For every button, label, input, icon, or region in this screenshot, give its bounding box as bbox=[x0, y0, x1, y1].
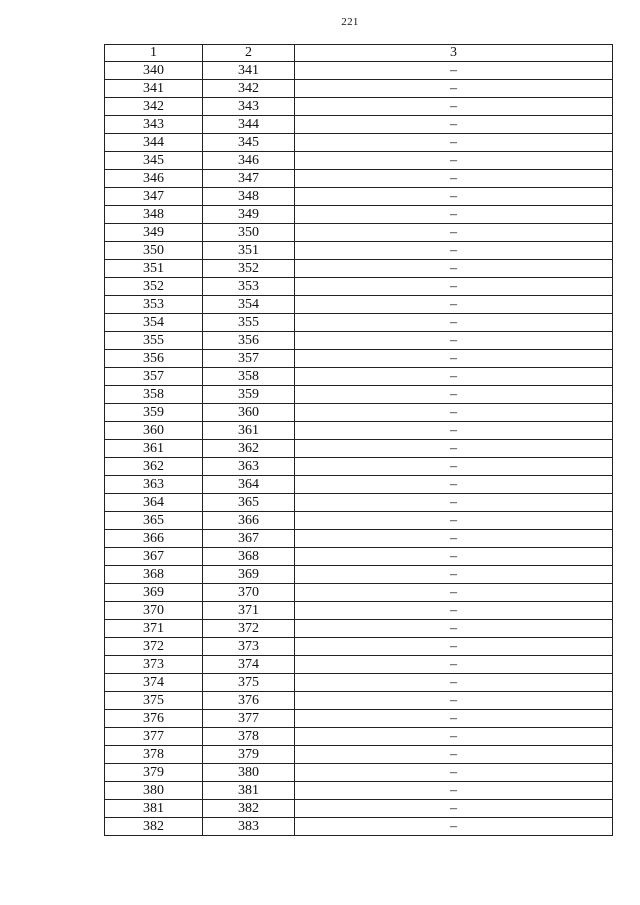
cell-col-3: – bbox=[295, 278, 613, 296]
cell-col-3: – bbox=[295, 746, 613, 764]
table-row bbox=[105, 746, 613, 764]
cell-col-1: 376 bbox=[105, 710, 203, 728]
column-header-1: 1 bbox=[105, 45, 203, 62]
cell-col-1: 361 bbox=[105, 440, 203, 458]
table-row bbox=[105, 638, 613, 656]
table-row bbox=[105, 620, 613, 638]
cell-col-3: – bbox=[295, 368, 613, 386]
table-row bbox=[105, 764, 613, 782]
cell-col-1: 353 bbox=[105, 296, 203, 314]
cell-col-2: 342 bbox=[203, 80, 295, 98]
cell-col-1: 349 bbox=[105, 224, 203, 242]
cell-col-1: 340 bbox=[105, 62, 203, 80]
cell-col-2: 368 bbox=[203, 548, 295, 566]
cell-col-1: 344 bbox=[105, 134, 203, 152]
cell-col-2: 375 bbox=[203, 674, 295, 692]
cell-col-1: 347 bbox=[105, 188, 203, 206]
cell-col-3: – bbox=[295, 242, 613, 260]
cell-col-2: 365 bbox=[203, 494, 295, 512]
table-header bbox=[105, 45, 613, 62]
cell-col-1: 379 bbox=[105, 764, 203, 782]
cell-col-1: 354 bbox=[105, 314, 203, 332]
cell-col-2: 344 bbox=[203, 116, 295, 134]
cell-col-3: – bbox=[295, 314, 613, 332]
cell-col-2: 355 bbox=[203, 314, 295, 332]
cell-col-1: 360 bbox=[105, 422, 203, 440]
cell-col-1: 345 bbox=[105, 152, 203, 170]
cell-col-2: 350 bbox=[203, 224, 295, 242]
cell-col-3: – bbox=[295, 152, 613, 170]
cell-col-3: – bbox=[295, 602, 613, 620]
table-row bbox=[105, 332, 613, 350]
table-row bbox=[105, 98, 613, 116]
cell-col-3: – bbox=[295, 638, 613, 656]
cell-col-1: 356 bbox=[105, 350, 203, 368]
cell-col-2: 367 bbox=[203, 530, 295, 548]
table-row bbox=[105, 62, 613, 80]
cell-col-1: 362 bbox=[105, 458, 203, 476]
cell-col-1: 352 bbox=[105, 278, 203, 296]
page-number: 221 bbox=[341, 16, 359, 28]
cell-col-3: – bbox=[295, 512, 613, 530]
table-row bbox=[105, 296, 613, 314]
cell-col-2: 343 bbox=[203, 98, 295, 116]
cell-col-3: – bbox=[295, 350, 613, 368]
cell-col-1: 370 bbox=[105, 602, 203, 620]
cell-col-3: – bbox=[295, 62, 613, 80]
cell-col-2: 364 bbox=[203, 476, 295, 494]
table-row bbox=[105, 134, 613, 152]
cell-col-1: 371 bbox=[105, 620, 203, 638]
table-row bbox=[105, 800, 613, 818]
cell-col-1: 375 bbox=[105, 692, 203, 710]
cell-col-1: 343 bbox=[105, 116, 203, 134]
table-row bbox=[105, 188, 613, 206]
cell-col-2: 356 bbox=[203, 332, 295, 350]
table-row bbox=[105, 692, 613, 710]
cell-col-2: 372 bbox=[203, 620, 295, 638]
cell-col-1: 365 bbox=[105, 512, 203, 530]
column-header-2: 2 bbox=[203, 45, 295, 62]
table-row bbox=[105, 602, 613, 620]
cell-col-2: 361 bbox=[203, 422, 295, 440]
cell-col-1: 381 bbox=[105, 800, 203, 818]
cell-col-2: 359 bbox=[203, 386, 295, 404]
cell-col-2: 360 bbox=[203, 404, 295, 422]
cell-col-2: 362 bbox=[203, 440, 295, 458]
cell-col-3: – bbox=[295, 692, 613, 710]
table-row bbox=[105, 440, 613, 458]
cell-col-2: 351 bbox=[203, 242, 295, 260]
cell-col-1: 355 bbox=[105, 332, 203, 350]
table-row bbox=[105, 368, 613, 386]
cell-col-3: – bbox=[295, 188, 613, 206]
cell-col-3: – bbox=[295, 620, 613, 638]
cell-col-2: 374 bbox=[203, 656, 295, 674]
table-row bbox=[105, 674, 613, 692]
cell-col-3: – bbox=[295, 764, 613, 782]
table-body bbox=[105, 62, 613, 836]
cell-col-2: 341 bbox=[203, 62, 295, 80]
cell-col-2: 373 bbox=[203, 638, 295, 656]
cell-col-3: – bbox=[295, 530, 613, 548]
cell-col-2: 346 bbox=[203, 152, 295, 170]
cell-col-1: 342 bbox=[105, 98, 203, 116]
table-row bbox=[105, 350, 613, 368]
table-row bbox=[105, 494, 613, 512]
table-row bbox=[105, 224, 613, 242]
cell-col-2: 369 bbox=[203, 566, 295, 584]
table-row bbox=[105, 206, 613, 224]
cell-col-1: 350 bbox=[105, 242, 203, 260]
table-row bbox=[105, 566, 613, 584]
cell-col-2: 354 bbox=[203, 296, 295, 314]
table-row bbox=[105, 422, 613, 440]
cell-col-3: – bbox=[295, 260, 613, 278]
table-row bbox=[105, 458, 613, 476]
cell-col-2: 349 bbox=[203, 206, 295, 224]
cell-col-2: 379 bbox=[203, 746, 295, 764]
cell-col-3: – bbox=[295, 548, 613, 566]
cell-col-3: – bbox=[295, 818, 613, 836]
cell-col-2: 370 bbox=[203, 584, 295, 602]
cell-col-1: 348 bbox=[105, 206, 203, 224]
table-row bbox=[105, 260, 613, 278]
cell-col-2: 378 bbox=[203, 728, 295, 746]
cell-col-3: – bbox=[295, 170, 613, 188]
table-row bbox=[105, 116, 613, 134]
cell-col-3: – bbox=[295, 566, 613, 584]
cell-col-2: 345 bbox=[203, 134, 295, 152]
cell-col-3: – bbox=[295, 674, 613, 692]
table-row bbox=[105, 512, 613, 530]
cell-col-1: 364 bbox=[105, 494, 203, 512]
table-row bbox=[105, 404, 613, 422]
cell-col-2: 353 bbox=[203, 278, 295, 296]
cell-col-1: 359 bbox=[105, 404, 203, 422]
cell-col-2: 383 bbox=[203, 818, 295, 836]
cell-col-1: 351 bbox=[105, 260, 203, 278]
table-row bbox=[105, 728, 613, 746]
cell-col-2: 376 bbox=[203, 692, 295, 710]
cell-col-3: – bbox=[295, 458, 613, 476]
cell-col-2: 382 bbox=[203, 800, 295, 818]
table-row bbox=[105, 314, 613, 332]
cell-col-2: 357 bbox=[203, 350, 295, 368]
table-row bbox=[105, 548, 613, 566]
table-row bbox=[105, 386, 613, 404]
cell-col-1: 380 bbox=[105, 782, 203, 800]
cell-col-1: 368 bbox=[105, 566, 203, 584]
cell-col-3: – bbox=[295, 404, 613, 422]
cell-col-1: 382 bbox=[105, 818, 203, 836]
cell-col-1: 372 bbox=[105, 638, 203, 656]
cell-col-3: – bbox=[295, 782, 613, 800]
cell-col-3: – bbox=[295, 98, 613, 116]
cell-col-3: – bbox=[295, 584, 613, 602]
cell-col-3: – bbox=[295, 116, 613, 134]
table-row bbox=[105, 584, 613, 602]
cell-col-1: 378 bbox=[105, 746, 203, 764]
cell-col-2: 358 bbox=[203, 368, 295, 386]
cell-col-2: 347 bbox=[203, 170, 295, 188]
cell-col-3: – bbox=[295, 332, 613, 350]
cell-col-3: – bbox=[295, 728, 613, 746]
cell-col-2: 371 bbox=[203, 602, 295, 620]
cell-col-3: – bbox=[295, 224, 613, 242]
cell-col-1: 369 bbox=[105, 584, 203, 602]
cell-col-3: – bbox=[295, 440, 613, 458]
cell-col-3: – bbox=[295, 656, 613, 674]
cell-col-3: – bbox=[295, 494, 613, 512]
cell-col-2: 363 bbox=[203, 458, 295, 476]
cell-col-1: 346 bbox=[105, 170, 203, 188]
cell-col-1: 367 bbox=[105, 548, 203, 566]
cell-col-3: – bbox=[295, 134, 613, 152]
cell-col-1: 366 bbox=[105, 530, 203, 548]
cell-col-1: 358 bbox=[105, 386, 203, 404]
cell-col-3: – bbox=[295, 710, 613, 728]
table-row bbox=[105, 656, 613, 674]
cell-col-2: 352 bbox=[203, 260, 295, 278]
table-row bbox=[105, 80, 613, 98]
cell-col-2: 366 bbox=[203, 512, 295, 530]
cell-col-2: 380 bbox=[203, 764, 295, 782]
cell-col-1: 363 bbox=[105, 476, 203, 494]
cell-col-2: 381 bbox=[203, 782, 295, 800]
cell-col-3: – bbox=[295, 476, 613, 494]
column-header-3: 3 bbox=[295, 45, 613, 62]
cell-col-2: 377 bbox=[203, 710, 295, 728]
cell-col-3: – bbox=[295, 386, 613, 404]
cell-col-3: – bbox=[295, 80, 613, 98]
table-row bbox=[105, 170, 613, 188]
cell-col-1: 357 bbox=[105, 368, 203, 386]
cell-col-1: 341 bbox=[105, 80, 203, 98]
table-row bbox=[105, 242, 613, 260]
cell-col-1: 377 bbox=[105, 728, 203, 746]
table-row bbox=[105, 278, 613, 296]
cell-col-1: 374 bbox=[105, 674, 203, 692]
table-row bbox=[105, 710, 613, 728]
table-row bbox=[105, 782, 613, 800]
data-table bbox=[104, 44, 613, 836]
table-row bbox=[105, 476, 613, 494]
header-row bbox=[105, 45, 613, 62]
cell-col-1: 373 bbox=[105, 656, 203, 674]
cell-col-3: – bbox=[295, 296, 613, 314]
cell-col-3: – bbox=[295, 206, 613, 224]
table-row bbox=[105, 818, 613, 836]
cell-col-3: – bbox=[295, 422, 613, 440]
table-row bbox=[105, 530, 613, 548]
cell-col-3: – bbox=[295, 800, 613, 818]
table-row bbox=[105, 152, 613, 170]
cell-col-2: 348 bbox=[203, 188, 295, 206]
